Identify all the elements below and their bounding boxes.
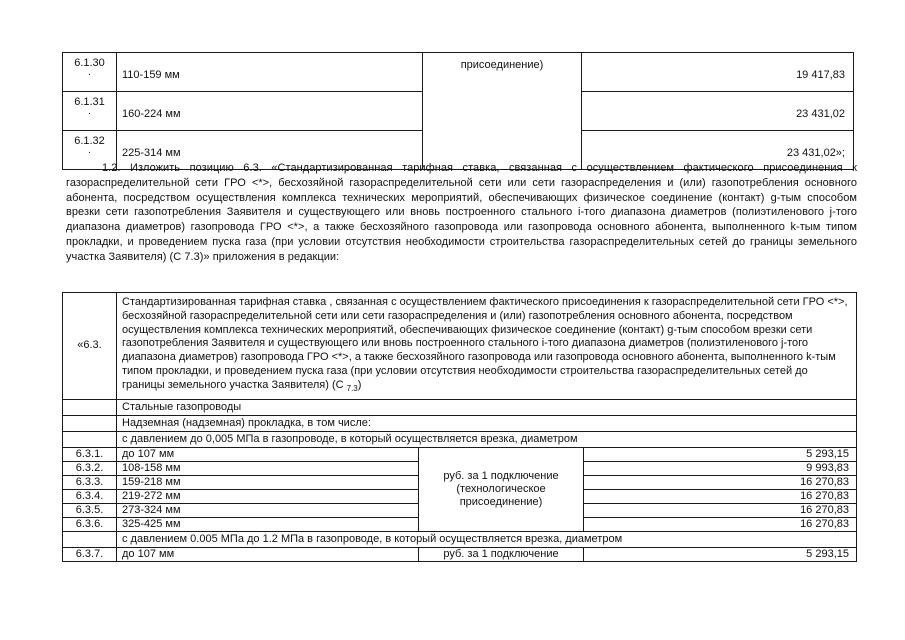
price-cell: 16 270,83 [584, 475, 857, 489]
table-row [63, 447, 857, 461]
price-cell: 19 417,83 [582, 53, 854, 92]
row-number: 6.3.5. [63, 503, 117, 517]
price-cell: 16 270,83 [584, 517, 857, 531]
row-number: 6.3.3. [63, 475, 117, 489]
diameter-cell: 219-272 мм [117, 489, 419, 503]
section-pressure-low: с давлением до 0,005 МПа в газопроводе, в который осуществляется врезка, диаметром [117, 431, 857, 447]
diameter-cell: 110-159 мм [117, 53, 423, 92]
row-number: 6.3.2. [63, 461, 117, 475]
section-row [63, 415, 857, 431]
section-overhead: Надземная (надземная) прокладка, в том числе: [117, 415, 857, 431]
diameter-cell: 108-158 мм [117, 461, 419, 475]
section-steel: Стальные газопроводы [117, 399, 857, 415]
diameter-cell: до 107 мм [117, 547, 419, 561]
row-number: 6.3.4. [63, 489, 117, 503]
diameter-cell: 325-425 мм [117, 517, 419, 531]
section-row [63, 431, 857, 447]
position-number: «6.3. [63, 293, 117, 400]
row-number: 6.1.31 . [63, 92, 117, 131]
price-cell: 16 270,83 [584, 503, 857, 517]
row-number: 6.3.1. [63, 447, 117, 461]
unit-cell: руб. за 1 подключение (технологическое присоединение) [419, 447, 584, 531]
row-number: 6.3.6. [63, 517, 117, 531]
diameter-cell: до 107 мм [117, 447, 419, 461]
price-cell: 23 431,02»; [582, 131, 854, 170]
row-number: 6.1.30 . [63, 53, 117, 92]
price-cell: 9 993,83 [584, 461, 857, 475]
unit-cell: присоединение) [423, 53, 582, 170]
price-cell: 5 293,15 [584, 447, 857, 461]
diameter-cell: 225-314 мм [117, 131, 423, 170]
row-number: 6.3.7. [63, 547, 117, 561]
amendment-paragraph: 1.2. Изложить позицию 6.3. «Стандартизированная тарифная ставка, связанная с осуществлением фактического присоединения к газораспределительной сети ГРО <*>, бесхозяйной газораспределительной сети или сети газораспределения и (или) газопотребления основного абонента, посредством осуществления комплекса технических мероприятий, обеспечивающих физическое соединение (контакт) g-тым способом врезки сети газопотребления Заявителя и существующего или вновь построенного стального i-того диапазона диаметров (полиэтиленового j-того диапазона диаметров) газопровода ГРО <*>, а также бесхозяйного газопровода или газопровода основного абонента, выполненного k-тым типом прокладки, и проведением пуска газа (при условии отсутствия необходимости строительства газораспределительных сетей до границы земельного участка Заявителя) (С 7.3)» приложения в редакции: [66, 162, 857, 263]
table-row [63, 547, 857, 561]
row-number: 6.1.32 . [63, 131, 117, 170]
price-cell: 16 270,83 [584, 489, 857, 503]
tariff-table-6-3 [62, 292, 857, 562]
unit-cell: руб. за 1 подключение [419, 547, 584, 561]
section-row [63, 531, 857, 547]
position-description: Стандартизированная тарифная ставка , связанная с осуществлением фактического присоединения к газораспределительной сети ГРО <*>, бесхозяйной газораспределительной сети или сети газораспределения и (или) газопотребления основного абонента, посредством осуществления комплекса технических мероприятий, обеспечивающих физическое соединение (контакт) g-тым способом врезки сети газопотребления Заявителя и существующего или вновь построенного стального i-того диапазона диаметров (полиэтиленового j-того диапазона диаметров) газопровода ГРО <*>, а также бесхозяйного газопровода или газопровода основного абонента, выполненного k-тым типом прокладки, и проведением пуска газа (при условии отсутствия необходимости строительства газораспределительных сетей до границы земельного участка Заявителя) (С $_{7.3}$) [117, 293, 857, 400]
price-cell: 5 293,15 [584, 547, 857, 561]
header-row [63, 293, 857, 400]
diameter-cell: 273-324 мм [117, 503, 419, 517]
price-cell: 23 431,02 [582, 92, 854, 131]
top-tariff-table [62, 52, 854, 170]
section-row [63, 399, 857, 415]
table-row [63, 53, 854, 92]
diameter-cell: 160-224 мм [117, 92, 423, 131]
section-pressure-high: с давлением 0.005 МПа до 1.2 МПа в газопроводе, в который осуществляется врезка, диаметром [117, 531, 857, 547]
diameter-cell: 159-218 мм [117, 475, 419, 489]
